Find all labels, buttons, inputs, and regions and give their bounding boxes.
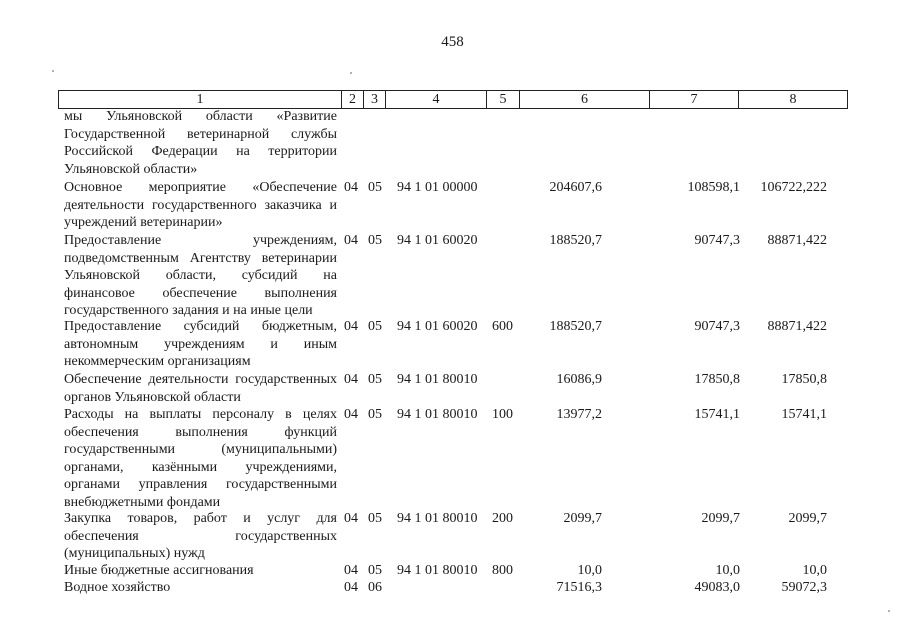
row-description: Предоставление учреждениям, подведомственным Агентству ветеринарии Ульяновской области, субсидий на финансовое обеспечение выполнения государственного задания и на иные цели bbox=[64, 233, 337, 319]
row-section: 04 bbox=[344, 180, 358, 195]
header-col-1: 1 bbox=[59, 91, 342, 108]
row-description: Основное мероприятие «Обеспечение деятельности государственного заказчика и учреждений ветеринарии» bbox=[64, 180, 337, 231]
scan-speck bbox=[350, 72, 352, 74]
row-subsection: 05 bbox=[368, 372, 382, 387]
row-value-col7: 49083,0 bbox=[694, 580, 740, 595]
header-col-3: 3 bbox=[364, 91, 386, 108]
row-value-col6: 71516,3 bbox=[556, 580, 602, 595]
row-section: 04 bbox=[344, 511, 358, 526]
row-value-col7: 108598,1 bbox=[687, 180, 740, 195]
row-section: 04 bbox=[344, 407, 358, 422]
row-section: 04 bbox=[344, 563, 358, 578]
row-value-col7: 15741,1 bbox=[694, 407, 740, 422]
header-col-4: 4 bbox=[386, 91, 487, 108]
header-col-8: 8 bbox=[789, 92, 797, 107]
row-value-col6: 188520,7 bbox=[549, 319, 602, 334]
row-expense-type: 800 bbox=[492, 563, 513, 578]
row-value-col6: 204607,6 bbox=[549, 180, 602, 195]
row-target-code: 94 1 01 80010 bbox=[397, 563, 478, 578]
row-target-code: 94 1 01 60020 bbox=[397, 319, 478, 334]
row-value-col7: 90747,3 bbox=[694, 319, 740, 334]
row-value-col6: 13977,2 bbox=[556, 407, 602, 422]
row-description: Закупка товаров, работ и услуг для обеспечения государственных (муниципальных) нужд bbox=[64, 511, 337, 562]
row-value-col8: 88871,422 bbox=[767, 319, 827, 334]
row-description: Иные бюджетные ассигнования bbox=[64, 563, 254, 578]
row-value-col7: 10,0 bbox=[715, 563, 740, 578]
row-subsection: 05 bbox=[368, 233, 382, 248]
row-value-col8: 59072,3 bbox=[781, 580, 827, 595]
row-value-col8: 10,0 bbox=[802, 563, 827, 578]
row-target-code: 94 1 01 60020 bbox=[397, 233, 478, 248]
row-value-col8: 88871,422 bbox=[767, 233, 827, 248]
row-subsection: 05 bbox=[368, 319, 382, 334]
row-value-col6: 16086,9 bbox=[556, 372, 602, 387]
row-description: мы Ульяновской области «Развитие Государственной ветеринарной службы Российской Федерации на территории Ульяновской области» bbox=[64, 109, 337, 177]
row-subsection: 05 bbox=[368, 407, 382, 422]
row-target-code: 94 1 01 00000 bbox=[397, 180, 478, 195]
row-target-code: 94 1 01 80010 bbox=[397, 372, 478, 387]
page-number: 458 bbox=[441, 34, 464, 50]
row-expense-type: 200 bbox=[492, 511, 513, 526]
row-subsection: 06 bbox=[368, 580, 382, 595]
scan-speck bbox=[52, 70, 54, 72]
row-expense-type: 600 bbox=[492, 319, 513, 334]
header-col-5: 5 bbox=[487, 91, 520, 108]
scan-speck bbox=[888, 610, 890, 612]
table-header bbox=[58, 90, 848, 109]
row-value-col8: 2099,7 bbox=[788, 511, 827, 526]
row-description: Предоставление субсидий бюджетным, автономным учреждениям и иным некоммерческим организациям bbox=[64, 319, 337, 370]
header-col-6: 6 bbox=[520, 91, 650, 108]
row-value-col7: 2099,7 bbox=[701, 511, 740, 526]
row-value-col8: 15741,1 bbox=[781, 407, 827, 422]
row-value-col6: 10,0 bbox=[577, 563, 602, 578]
row-value-col6: 2099,7 bbox=[563, 511, 602, 526]
row-value-col8: 106722,222 bbox=[760, 180, 827, 195]
row-subsection: 05 bbox=[368, 180, 382, 195]
row-target-code: 94 1 01 80010 bbox=[397, 511, 478, 526]
row-description: Водное хозяйство bbox=[64, 580, 171, 595]
header-col-7: 7 bbox=[650, 91, 739, 108]
row-value-col8: 17850,8 bbox=[781, 372, 827, 387]
row-value-col7: 90747,3 bbox=[694, 233, 740, 248]
header-col-2: 2 bbox=[342, 91, 364, 108]
row-description: Расходы на выплаты персоналу в целях обеспечения выполнения функций государственными (муниципальными) органами, казёнными учреждениями, органами управления государственными внебюджетными фондами bbox=[64, 407, 337, 510]
row-subsection: 05 bbox=[368, 511, 382, 526]
row-section: 04 bbox=[344, 372, 358, 387]
row-value-col6: 188520,7 bbox=[549, 233, 602, 248]
row-subsection: 05 bbox=[368, 563, 382, 578]
row-description: Обеспечение деятельности государственных органов Ульяновской области bbox=[64, 372, 337, 405]
row-target-code: 94 1 01 80010 bbox=[397, 407, 478, 422]
row-value-col7: 17850,8 bbox=[694, 372, 740, 387]
row-expense-type: 100 bbox=[492, 407, 513, 422]
row-section: 04 bbox=[344, 233, 358, 248]
row-section: 04 bbox=[344, 580, 358, 595]
row-section: 04 bbox=[344, 319, 358, 334]
